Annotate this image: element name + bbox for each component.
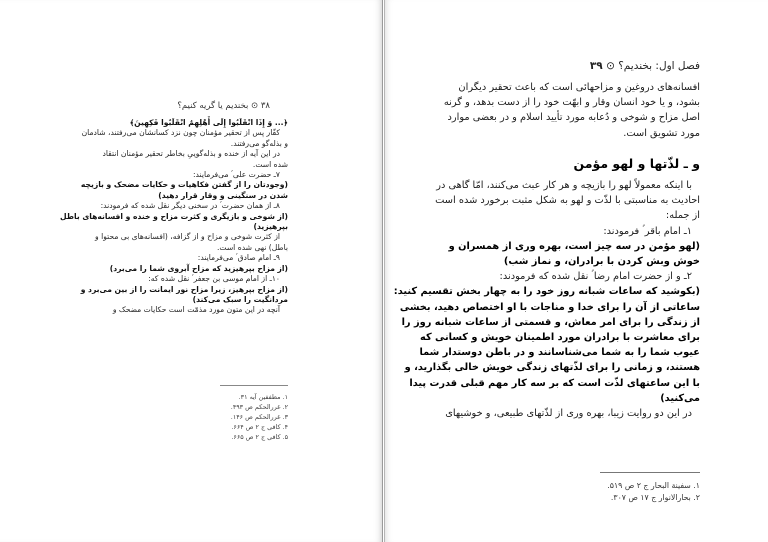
- left-footnote: ۱. مطففین آیه ۳۱.: [238, 393, 288, 401]
- right-page-header: [530, 60, 700, 72]
- right-intro-line: اصل مزاح و شوخی و دُعابه مورد تأیید اسلام و در بعضی موارد: [447, 112, 700, 124]
- right-footnote: ۱. سفینة البحار ج ۲ ص ۵۱۹.: [607, 481, 700, 490]
- right-line: (لهو مؤمن در سه چیز است، بهره وری از همسران و: [448, 240, 700, 252]
- right-line: با اینکه معمولاً لهو را بازیچه و هر کار عبث می‌کنند، امّا گاهی در: [436, 180, 692, 191]
- left-line: (از شوخی و بازیگری و کثرت مزاح و خنده و افسانه‌های باطل: [60, 211, 288, 221]
- right-page-body: [393, 178, 700, 421]
- right-line: از جمله:: [665, 210, 700, 222]
- left-footnote-divider: [220, 385, 288, 386]
- right-line: ۱ـ امام باقر ؑ فرمودند:: [603, 225, 692, 237]
- left-line: (از مزاح بپرهیزید که مزاح آبروی شما را می‌برد): [109, 263, 288, 273]
- right-line: ساعاتی از آن را برای خدا و مناجات با او اختصاص دهید، بخشی: [399, 301, 700, 313]
- right-line: هستند، و زمانی را برای لذّتهای زندگی خویش خالی بگذارید، و: [404, 362, 700, 374]
- left-footnote: ۵. کافی ج ۲ ص ۶۶۵.: [231, 433, 288, 441]
- left-line: از کثرت شوخی و مزاح و از گزافه، (افسانه‌های بی محتوا و: [95, 232, 280, 242]
- left-line: بپرهیزید): [253, 222, 288, 232]
- left-line: آنچه در این متون مورد مذمّت است حکایات مضحک و: [112, 305, 280, 315]
- right-footnotes: [560, 480, 700, 504]
- section-heading: و ـ لذّتها و لهو مؤمن: [573, 156, 700, 171]
- header-separator: ⊙: [606, 60, 615, 72]
- right-footnote-divider: [600, 472, 700, 473]
- right-line: ۲ـ و از حضرت امام رضا ؑ نقل شده که فرمودند:: [499, 271, 692, 283]
- right-line: عیوب شما را به شما می‌شناسانند و در باطن دوستدار شما: [419, 347, 700, 359]
- left-footnote: ۲. غررالحکم ص ۴۹۳.: [230, 403, 288, 411]
- left-footnote: ۳. غررالحکم ص ۱۴۶.: [230, 413, 288, 421]
- left-line: ۸ـ از همان حضرت ؑ در سخنی دیگر نقل شده که فرمودند:: [100, 201, 280, 211]
- right-intro-line: افسانه‌های دروغین و مزاحهائی است که باعث تحقیر دیگران: [458, 82, 700, 93]
- right-line: می‌کنید): [660, 392, 700, 404]
- left-line: (از مزاح بپرهیز، زیرا مزاح نور ایمانت را از بین می‌برد و: [80, 284, 288, 294]
- left-footnote: ۴. کافی ج ۲ ص ۶۶۴.: [231, 423, 288, 431]
- left-line: ۱۰ـ از امام موسی بن جعفر ؑ نقل شده که:: [148, 274, 280, 284]
- right-intro-line: مورد تشویق است.: [623, 127, 700, 139]
- left-line: در این آیه از خنده و بذله‌گوییِ بخاطر تحقیر مؤمنان انتقاد: [102, 149, 280, 159]
- right-intro-line: بشود، و یا خود انسان وقار و ابهّت خود را از دست بدهد، و گرنه: [443, 97, 700, 109]
- right-line: (بکوشید که ساعات شبانه روز خود را به چهار بخش تقسیم کنید:: [393, 286, 700, 298]
- right-footnote: ۲. بحارالانوار ج ۱۷ ص ۳۰۷.: [610, 493, 700, 502]
- left-line: و بذله‌گو می‌رفتند.: [230, 138, 288, 148]
- right-line: در این دو روایت زیبا، بهره وری از لذّتهای طبیعی، و خوشیهای: [445, 408, 692, 420]
- right-line: با این ساعتهای لذّت است که بر سه کار مهم قبلی قدرت پیدا: [409, 377, 700, 389]
- left-line: شدن در سنگینی و وقار قرار دهید): [158, 190, 288, 200]
- left-line: کفّار پس از تحقیر مؤمنان چون نزد کسانشان می‌رفتند، شادمان: [81, 128, 280, 138]
- chapter-title: فصل اول: بخندیم؟: [618, 60, 700, 72]
- left-footnotes: [200, 392, 288, 442]
- right-line: احادیث به مناسبتی با لذّت و لهو به شکل مثبت برخورد شده است: [435, 195, 700, 207]
- left-line: (وجودتان را از گفتن فکاهیات و حکایات مضحک و بازیچه: [80, 180, 288, 190]
- left-page-body: [60, 118, 288, 316]
- left-line: ﴿... وَ إِذَا انْقَلَبُوا إِلَى أَهْلِهِمُ انْقَلَبُوا فَكِهِينَ﴾: [129, 118, 288, 127]
- left-line: ۷ـ حضرت علی ؑ می‌فرمایند:: [193, 170, 280, 180]
- left-line: ۹ـ امام صادق ؑ می‌فرمایند:: [197, 253, 280, 263]
- right-page-intro: [442, 80, 700, 141]
- left-line: باطل) نهی شده است.: [216, 242, 288, 252]
- left-line: مردانگیت را سبک می‌کند): [192, 294, 288, 304]
- page-number: ۳۹: [589, 60, 603, 72]
- right-line: از زندگی را برای امر معاش، و قسمتی از ساعات شبانه روز را: [401, 316, 700, 328]
- left-page-header: ۳۸ ⊙ بخندیم یا گریه کنیم؟: [177, 101, 270, 111]
- left-line: شده است.: [252, 159, 288, 169]
- right-line: برای معاشرت با برادران مورد اطمینان خویش و کسانی که: [420, 332, 700, 344]
- right-line: خوش وبش کردن با برادران، و نماز شب): [503, 256, 700, 268]
